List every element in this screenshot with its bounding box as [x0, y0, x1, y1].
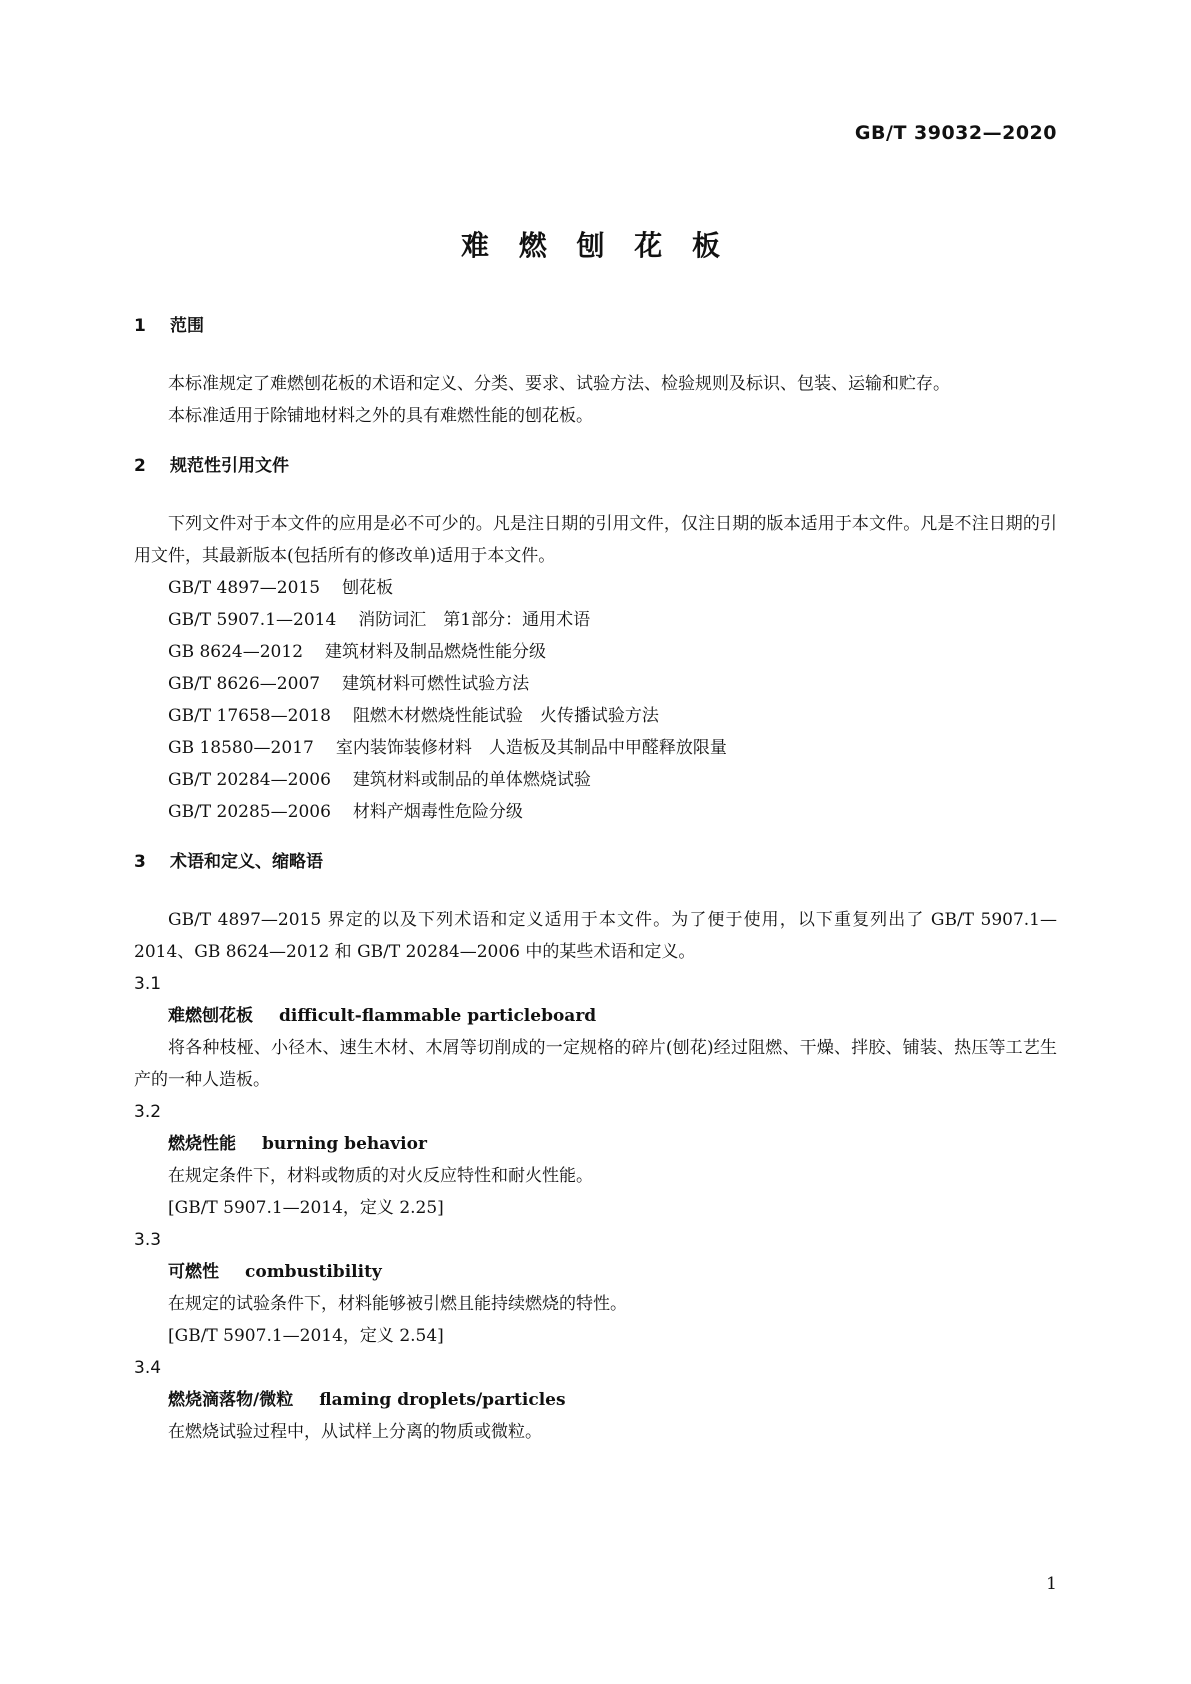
section-title: 范围: [170, 316, 204, 336]
term-name: [134, 1000, 1057, 1032]
section-title: 术语和定义、缩略语: [170, 852, 323, 872]
reference-code: GB/T 17658—2018: [168, 706, 331, 726]
term-en: flaming droplets/particles: [319, 1390, 566, 1410]
term-number: 3.4: [134, 1358, 162, 1378]
term-zh: 可燃性: [168, 1262, 219, 1282]
reference-code: GB/T 20285—2006: [168, 802, 331, 822]
reference-title: 材料产烟毒性危险分级: [352, 802, 523, 822]
reference-title: 建筑材料或制品的单体燃烧试验: [352, 770, 591, 790]
standard-code: GB/T 39032—2020: [854, 122, 1057, 144]
section-number: 3: [134, 852, 146, 872]
page-number: 1: [1046, 1574, 1057, 1594]
term-number: 3.1: [134, 974, 162, 994]
section-number: 2: [134, 456, 146, 476]
term-zh: 难燃刨花板: [168, 1006, 253, 1026]
reference-code: GB/T 5907.1—2014: [168, 610, 337, 630]
section-heading-scope: [134, 310, 1057, 342]
term-name: [134, 1384, 1057, 1416]
section-heading-normative-references: [134, 450, 1057, 482]
reference-item: [134, 604, 1057, 636]
term-source: [GB/T 5907.1—2014，定义 2.54]: [168, 1326, 444, 1346]
term-definition: 将各种枝桠、小径木、速生木材、木屑等切削成的一定规格的碎片(刨花)经过阻燃、干燥、拌胶、铺装、热压等工艺生产的一种人造板。: [134, 1038, 1057, 1090]
term-zh: 燃烧滴落物/微粒: [168, 1390, 294, 1410]
term-number: 3.2: [134, 1102, 162, 1122]
section-title: 规范性引用文件: [170, 456, 289, 476]
reference-title: 室内装饰装修材料 人造板及其制品中甲醛释放限量: [335, 738, 727, 758]
section-number: 1: [134, 316, 146, 336]
reference-code: GB 8624—2012: [168, 642, 304, 662]
document-body: [134, 310, 1057, 1448]
reference-list: [134, 572, 1057, 828]
paragraph: GB/T 4897—2015 界定的以及下列术语和定义适用于本文件。为了便于使用，以下重复列出了 GB/T 5907.1—2014、GB 8624—2012 和 GB/T 20284—2006 中的某些术语和定义。: [134, 910, 1057, 962]
term-name: [134, 1128, 1057, 1160]
reference-item: [134, 636, 1057, 668]
term-en: burning behavior: [262, 1134, 427, 1154]
reference-item: [134, 572, 1057, 604]
section-heading-terms-definitions: [134, 846, 1057, 878]
reference-title: 建筑材料可燃性试验方法: [342, 674, 530, 694]
paragraph: 本标准规定了难燃刨花板的术语和定义、分类、要求、试验方法、检验规则及标识、包装、运输和贮存。: [168, 374, 950, 394]
reference-code: GB 18580—2017: [168, 738, 314, 758]
term-zh: 燃烧性能: [168, 1134, 236, 1154]
term-en: combustibility: [245, 1262, 382, 1282]
reference-code: GB/T 4897—2015: [168, 578, 321, 598]
paragraph: 本标准适用于除铺地材料之外的具有难燃性能的刨花板。: [168, 406, 593, 426]
term-en: difficult-flammable particleboard: [279, 1006, 597, 1026]
reference-item: [134, 796, 1057, 828]
reference-item: [134, 668, 1057, 700]
reference-code: GB/T 20284—2006: [168, 770, 331, 790]
term-number: 3.3: [134, 1230, 162, 1250]
reference-title: 刨花板: [342, 578, 394, 598]
reference-item: [134, 764, 1057, 796]
reference-title: 消防词汇 第1部分：通用术语: [358, 610, 591, 630]
term-definition: 在规定条件下，材料或物质的对火反应特性和耐火性能。: [168, 1166, 593, 1186]
reference-code: GB/T 8626—2007: [168, 674, 321, 694]
reference-title: 建筑材料及制品燃烧性能分级: [325, 642, 547, 662]
document-title: 难 燃 刨 花 板: [461, 229, 730, 262]
reference-item: [134, 732, 1057, 764]
term-definition: 在燃烧试验过程中，从试样上分离的物质或微粒。: [168, 1422, 542, 1442]
term-name: [134, 1256, 1057, 1288]
term-definition: 在规定的试验条件下，材料能够被引燃且能持续燃烧的特性。: [168, 1294, 627, 1314]
paragraph: 下列文件对于本文件的应用是必不可少的。凡是注日期的引用文件，仅注日期的版本适用于本文件。凡是不注日期的引用文件，其最新版本(包括所有的修改单)适用于本文件。: [134, 514, 1057, 566]
reference-item: [134, 700, 1057, 732]
term-source: [GB/T 5907.1—2014，定义 2.25]: [168, 1198, 444, 1218]
reference-title: 阻燃木材燃烧性能试验 火传播试验方法: [352, 706, 659, 726]
